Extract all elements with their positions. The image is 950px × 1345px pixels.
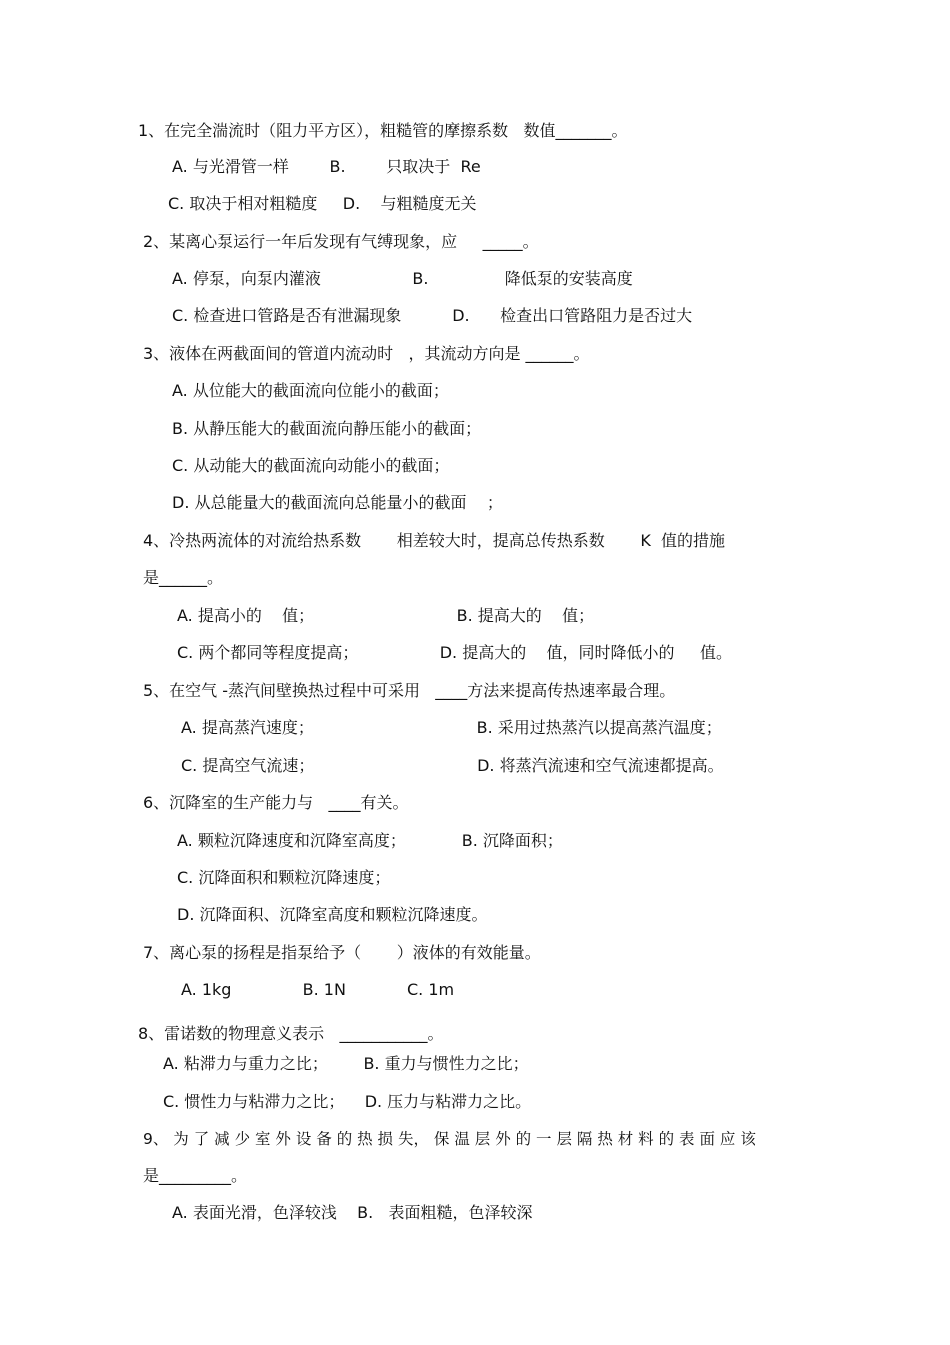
question-9-stem-cont: 是_________。 [143, 1166, 248, 1185]
question-6-option-c: C. 沉降面积和颗粒沉降速度； [177, 868, 391, 887]
question-9-stem: 9、 为 了 减 少 室 外 设 备 的 热 损 失， 保 温 层 外 的 一 层 隔 热 材 料 的 表 面 应 该 [143, 1130, 756, 1148]
question-1-options-ab: A. 与光滑管一样 B. 只取决于 Re [172, 157, 481, 176]
question-7-stem: 7、离心泵的扬程是指泵给予（ ）液体的有效能量。 [143, 943, 541, 962]
question-3-option-b: B. 从静压能大的截面流向静压能小的截面； [172, 419, 482, 438]
question-3-stem: 3、液体在两截面间的管道内流动时 ，其流动方向是 ______。 [143, 344, 590, 363]
question-1-stem: 1、在完全湍流时（阻力平方区），粗糙管的摩擦系数 数值_______。 [138, 121, 628, 140]
question-4-options-cd: C. 两个都同等程度提高； D. 提高大的 值，同时降低小的 值。 [177, 643, 732, 662]
question-6-options-ab: A. 颗粒沉降速度和沉降室高度； B. 沉降面积； [177, 831, 563, 850]
question-2-options-ab: A. 停泵，向泵内灌液 B. 降低泵的安装高度 [172, 269, 633, 288]
question-4-options-ab: A. 提高小的 值； B. 提高大的 值； [177, 606, 595, 625]
question-8-stem: 8、雷诺数的物理意义表示 ___________。 [138, 1024, 444, 1043]
question-6-option-d: D. 沉降面积、沉降室高度和颗粒沉降速度。 [177, 905, 488, 924]
question-4-stem-cont: 是______。 [143, 568, 224, 587]
question-7-options: A. 1kg B. 1N C. 1m [181, 980, 455, 999]
question-5-options-cd: C. 提高空气流速； D. 将蒸汽流速和空气流速都提高。 [181, 756, 724, 775]
question-5-options-ab: A. 提高蒸汽速度； B. 采用过热蒸汽以提高蒸汽温度； [181, 718, 722, 737]
question-6-stem: 6、沉降室的生产能力与 ____有关。 [143, 793, 409, 812]
question-8-options-cd: C. 惯性力与粘滞力之比； D. 压力与粘滞力之比。 [163, 1092, 532, 1111]
question-2-options-cd: C. 检查进口管路是否有泄漏现象 D. 检查出口管路阻力是否过大 [172, 306, 693, 325]
question-3-option-c: C. 从动能大的截面流向动能小的截面； [172, 456, 450, 475]
question-4-stem: 4、冷热两流体的对流给热系数 相差较大时，提高总传热系数 K 值的措施 [143, 531, 726, 550]
question-1-options-cd: C. 取决于相对粗糙度 D. 与粗糙度无关 [168, 194, 477, 213]
question-3-option-d: D. 从总能量大的截面流向总能量小的截面 ； [172, 493, 503, 512]
question-5-stem: 5、在空气 -蒸汽间壁换热过程中可采用 ____方法来提高传热速率最合理。 [143, 681, 676, 700]
question-8-options-ab: A. 粘滞力与重力之比； B. 重力与惯性力之比； [163, 1054, 529, 1073]
question-2-stem: 2、某离心泵运行一年后发现有气缚现象，应 _____。 [143, 232, 539, 251]
question-9-options: A. 表面光滑，色泽较浅 B. 表面粗糙，色泽较深 [172, 1203, 533, 1222]
question-3-option-a: A. 从位能大的截面流向位能小的截面； [172, 381, 449, 400]
